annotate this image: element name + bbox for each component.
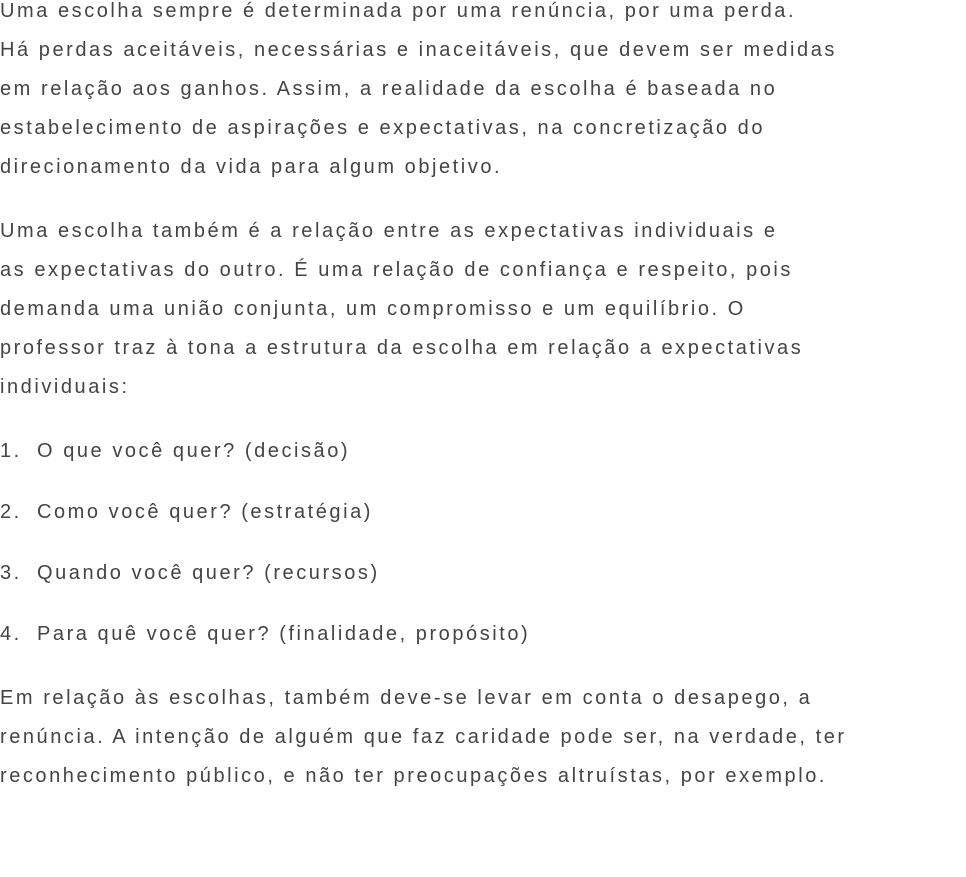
text-line: estabelecimento de aspirações e expectativas, na concretização do [0,117,765,139]
text-line: Uma escolha sempre é determinada por uma renúncia, por uma perda. [0,0,797,22]
text-line: em relação aos ganhos. Assim, a realidade da escolha é baseada no [0,78,778,100]
paragraph-1 [0,0,966,187]
text-line: direcionamento da vida para algum objetivo. [0,156,503,178]
list-number: 2. [0,501,22,523]
paragraph-2 [0,212,966,407]
text-line: Há perdas aceitáveis, necessárias e inaceitáveis, que devem ser medidas [0,39,837,61]
list-text: Para quê você quer? (finalidade, propósito) [37,623,531,645]
list-text: O que você quer? (decisão) [37,440,351,462]
text-line: Em relação às escolhas, também deve-se levar em conta o desapego, a [0,687,813,709]
list-item [0,615,966,679]
numbered-list [0,432,966,679]
list-item [0,432,966,493]
text-line: reconhecimento público, e não ter preocupações altruístas, por exemplo. [0,765,827,787]
text-line: renúncia. A intenção de alguém que faz caridade pode ser, na verdade, ter [0,726,847,748]
text-line: professor traz à tona a estrutura da escolha em relação a expectativas [0,337,804,359]
list-number: 3. [0,562,22,584]
text-line: Uma escolha também é a relação entre as expectativas individuais e [0,220,778,242]
text-line: individuais: [0,376,130,398]
list-item [0,554,966,615]
list-text: Quando você quer? (recursos) [37,562,380,584]
text-line: as expectativas do outro. É uma relação de confiança e respeito, pois [0,259,793,281]
list-number: 4. [0,623,22,645]
paragraph-3 [0,679,966,796]
list-item [0,493,966,554]
list-number: 1. [0,440,22,462]
list-text: Como você quer? (estratégia) [37,501,373,523]
text-line: demanda uma união conjunta, um compromisso e um equilíbrio. O [0,298,746,320]
